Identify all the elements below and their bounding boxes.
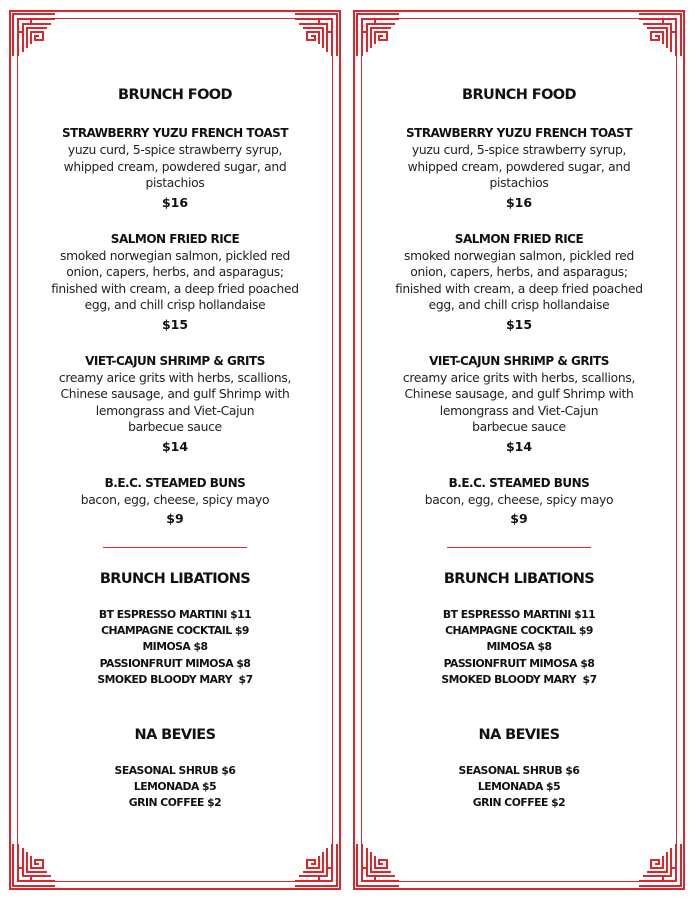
menu-item-price: $15 [161, 316, 189, 332]
menu-item-price: $9 [166, 511, 184, 526]
description-line: yuzu curd, 5-spice strawberry syrup, [67, 143, 283, 157]
menu-item-description [373, 248, 665, 314]
description-line: barbecue sauce [472, 420, 566, 434]
drink-item: SEASONAL SHRUB $6 [114, 764, 236, 778]
drink-item: GRIN COFFEE $2 [472, 796, 566, 810]
chinese-fret-corner-icon [637, 842, 683, 888]
drink-item: LEMONADA $5 [133, 780, 217, 794]
chinese-fret-corner-icon [355, 12, 401, 58]
section-title-brunch-libations: BRUNCH LIBATIONS [443, 571, 595, 587]
chinese-fret-corner-icon [293, 12, 339, 58]
menu-item-name: VIET-CAJUN SHRIMP & GRITS [429, 353, 609, 368]
description-line: smoked norwegian salmon, pickled red [60, 248, 290, 263]
menu-item-price: $16 [505, 194, 533, 210]
section-divider [103, 547, 247, 548]
description-line: onion, capers, herbs, and asparagus; [410, 265, 628, 279]
chinese-fret-corner-icon [293, 842, 339, 888]
menu-item-description [29, 370, 321, 436]
drink-item: SEASONAL SHRUB $6 [458, 764, 580, 778]
description-line: onion, capers, herbs, and asparagus; [66, 265, 284, 279]
drink-item: BT ESPRESSO MARTINI $11 [98, 608, 252, 621]
description-line: finished with cream, a deep fried poached [51, 281, 299, 296]
chinese-fret-corner-icon [11, 12, 57, 58]
chinese-fret-corner-icon [637, 12, 683, 58]
description-line: whipped cream, powdered sugar, and [407, 159, 631, 174]
menu-item-description [373, 142, 665, 192]
drink-item: GRIN COFFEE $2 [128, 796, 222, 810]
description-line: whipped cream, powdered sugar, and [63, 159, 287, 174]
description-line: finished with cream, a deep fried poached [395, 281, 643, 296]
menu-item [29, 353, 321, 456]
menu-page-left [9, 10, 341, 890]
na-bevies-list [29, 763, 321, 812]
menu-content [29, 84, 321, 812]
menu-item-price: $15 [505, 316, 533, 332]
description-line: lemongrass and Viet-Cajun [95, 403, 255, 418]
menu-item-name: SALMON FRIED RICE [454, 231, 584, 246]
description-line: Chinese sausage, and gulf Shrimp with [404, 387, 634, 401]
description-line: yuzu curd, 5-spice strawberry syrup, [411, 143, 627, 157]
section-title-brunch-food: BRUNCH FOOD [118, 87, 232, 103]
menu-item-name: VIET-CAJUN SHRIMP & GRITS [85, 353, 265, 368]
drink-item: SMOKED BLOODY MARY $7 [441, 672, 597, 686]
libations-list [373, 607, 665, 688]
section-title-na-bevies: NA BEVIES [134, 727, 216, 744]
description-line: creamy arice grits with herbs, scallions, [58, 370, 292, 385]
menu-item [29, 125, 321, 212]
description-line: egg, and chill crisp hollandaise [84, 298, 266, 312]
menu-item [373, 475, 665, 529]
drink-item: PASSIONFRUIT MIMOSA $8 [99, 656, 251, 670]
menu-item-description [29, 248, 321, 314]
drink-item: PASSIONFRUIT MIMOSA $8 [443, 656, 595, 670]
description-line: bacon, egg, cheese, spicy mayo [424, 492, 614, 507]
menu-item [29, 231, 321, 334]
description-line: barbecue sauce [128, 420, 222, 434]
description-line: pistachios [145, 176, 205, 190]
libations-list [29, 607, 321, 688]
menu-item [373, 231, 665, 334]
menu-item-description [29, 492, 321, 509]
description-line: smoked norwegian salmon, pickled red [404, 248, 634, 263]
section-divider [447, 547, 591, 548]
menu-item-description [373, 492, 665, 509]
drink-item: MIMOSA $8 [142, 640, 208, 654]
menu-item [373, 125, 665, 212]
description-line: bacon, egg, cheese, spicy mayo [80, 492, 270, 507]
menu-item-name: SALMON FRIED RICE [110, 231, 240, 246]
menu-item-price: $16 [161, 194, 189, 210]
na-bevies-list [373, 763, 665, 812]
description-line: pistachios [489, 176, 549, 190]
description-line: creamy arice grits with herbs, scallions, [402, 370, 636, 385]
menu-item-name: B.E.C. STEAMED BUNS [104, 475, 246, 490]
description-line: egg, and chill crisp hollandaise [428, 298, 610, 312]
drink-item: CHAMPAGNE COCKTAIL $9 [101, 624, 249, 638]
chinese-fret-corner-icon [355, 842, 401, 888]
section-title-brunch-libations: BRUNCH LIBATIONS [99, 571, 251, 587]
chinese-fret-corner-icon [11, 842, 57, 888]
menu-item-name: STRAWBERRY YUZU FRENCH TOAST [61, 126, 289, 140]
description-line: Chinese sausage, and gulf Shrimp with [60, 387, 290, 401]
drink-item: LEMONADA $5 [477, 780, 561, 794]
menu-item [29, 475, 321, 529]
section-title-brunch-food: BRUNCH FOOD [462, 87, 576, 103]
menu-item-price: $9 [510, 511, 528, 526]
drink-item: CHAMPAGNE COCKTAIL $9 [445, 624, 593, 638]
section-title-na-bevies: NA BEVIES [478, 727, 560, 744]
description-line: lemongrass and Viet-Cajun [439, 403, 599, 418]
menu-page-right [353, 10, 685, 890]
menu-content [373, 84, 665, 812]
menu-item-name: B.E.C. STEAMED BUNS [448, 475, 590, 490]
menu-item-name: STRAWBERRY YUZU FRENCH TOAST [405, 126, 633, 140]
drink-item: SMOKED BLOODY MARY $7 [97, 672, 253, 686]
menu-item-price: $14 [505, 438, 533, 454]
drink-item: BT ESPRESSO MARTINI $11 [442, 608, 596, 621]
drink-item: MIMOSA $8 [486, 640, 552, 654]
menu-item-price: $14 [161, 438, 189, 454]
menu-item-description [373, 370, 665, 436]
menu-item [373, 353, 665, 456]
menu-item-description [29, 142, 321, 192]
